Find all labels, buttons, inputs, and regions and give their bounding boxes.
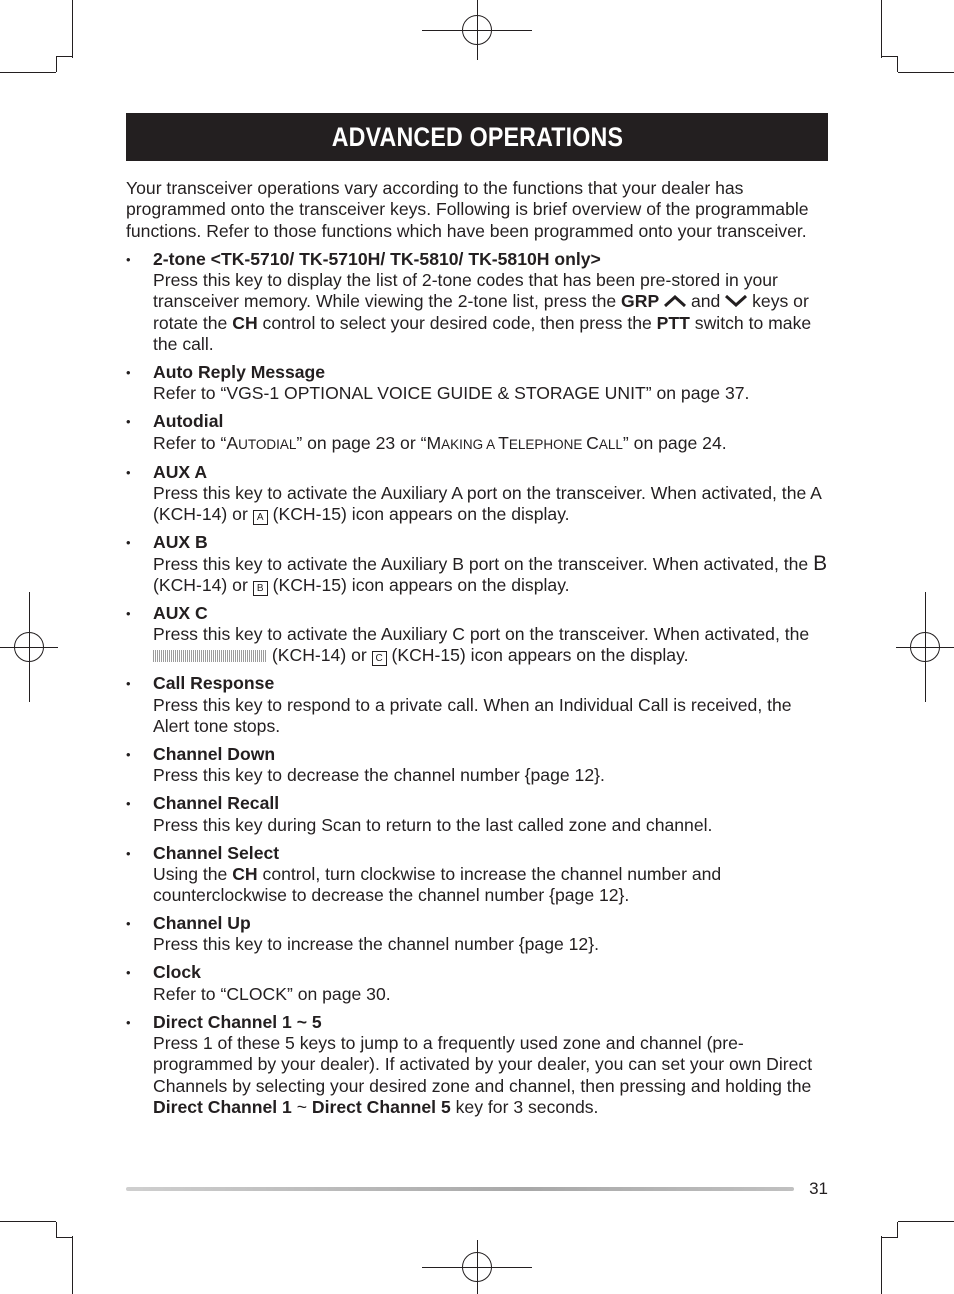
list-item-autodial [126,411,828,455]
list-item-channel-recall [126,793,828,836]
item-title: AUX C [153,602,208,623]
footer-rule [126,1187,794,1191]
bullet: • [126,464,131,480]
bullet: • [126,845,131,861]
bullet: • [126,676,131,692]
page-number: 31 [809,1179,828,1198]
page-title: ADVANCED OPERATIONS [331,121,623,152]
item-title: Channel Up [153,913,251,934]
content [126,178,828,1125]
bullet: • [126,916,131,932]
list-item-aux-b [126,532,828,596]
item-description: Using the CH control, turn clockwise to increase the channel number and counterclockwise to decrease the channel number {page 12}. [153,863,722,906]
bullet: • [126,605,131,621]
registration-mark-right [896,592,954,702]
item-title: Call Response [153,673,275,694]
item-title: Autodial [153,411,224,432]
list-item-channel-up [126,913,828,956]
item-title: AUX A [153,461,208,482]
item-description: Press this key to respond to a private call. When an Individual Call is received, the Alert tone stops. [153,694,792,736]
bullet: • [126,251,131,267]
item-description: Press this key to display the list of 2-tone codes that has been pre-stored in your transceiver memory. While viewing the 2-tone list, press the GRP and keys or rotate the CH control to select your desired code, then press the PTT switch to make the call. [153,270,812,355]
item-title: Channel Down [153,743,276,764]
bullet: • [126,414,131,430]
up-caret-icon [664,295,686,307]
list-item-aux-c [126,603,828,667]
item-title: Direct Channel 1 ~ 5 [153,1011,322,1032]
registration-mark-top [422,0,532,60]
item-description: Press this key to activate the Auxiliary B port on the transceiver. When activated, the B (KCH-14) or B (KCH-15) icon appears on the display. [153,551,828,595]
list-item-channel-down [126,744,828,787]
item-title: 2-tone <TK-5710/ TK-5710H/ TK-5810/ TK-5810H only> [153,248,601,269]
dotted-bitmap-icon [153,650,267,662]
item-description: Press 1 of these 5 keys to jump to a frequently used zone and channel (pre-programmed by your dealer). If activated by your dealer, you can set your own Direct Channels by selecting your desired zone and channel, then pressing and holding the Direct Channel 1 ~ Direct Channel 5 key for 3 seconds. [153,1032,813,1117]
list-item-direct-channel [126,1012,828,1118]
item-description: Refer to “CLOCK” on page 30. [153,983,391,1004]
item-description: Press this key to increase the channel number {page 12}. [153,934,599,955]
bullet: • [126,1014,131,1030]
item-title: AUX B [153,532,208,553]
aux-c-box-icon: C [372,651,387,666]
item-description: Refer to “VGS-1 OPTIONAL VOICE GUIDE & STORAGE UNIT” on page 37. [153,383,750,404]
item-description: Press this key to activate the Auxiliary C port on the transceiver. When activated, the (KCH-14) or C (KCH-15) icon appears on the display. [153,624,810,666]
item-description: Refer to “AUTODIAL” on page 23 or “MAKING A TELEPHONE CALL” on page 24. [153,432,727,453]
intro-paragraph: Your transceiver operations vary according to the functions that your dealer has programmed onto the transceiver keys. Following is brief overview of the programmable functions. Refer to those functions which have been programmed onto your transceiver. [126,178,809,241]
bullet: • [126,365,131,381]
item-title: Channel Select [153,842,280,863]
item-title: Auto Reply Message [153,362,326,383]
aux-b-box-icon: B [253,581,268,596]
item-description: Press this key to activate the Auxiliary A port on the transceiver. When activated, the A (KCH-14) or A (KCH-15) icon appears on the display. [153,482,821,525]
registration-mark-left [0,592,58,702]
list-item-channel-select [126,843,828,907]
registration-mark-bottom [422,1240,532,1294]
item-title: Channel Recall [153,793,280,814]
item-description: Press this key during Scan to return to the last called zone and channel. [153,814,713,835]
section-title-bar [126,113,828,161]
bullet: • [126,965,131,981]
bullet: • [126,796,131,812]
down-caret-icon [725,295,747,307]
list-item-auto-reply-message [126,362,828,405]
aux-a-box-icon: A [253,510,268,525]
item-description: Press this key to decrease the channel number {page 12}. [153,765,605,786]
bullet: • [126,746,131,762]
item-title: Clock [153,962,201,983]
aux-b-large-icon: B [813,551,828,575]
list-item-2-tone [126,249,828,355]
list-item-clock [126,962,828,1005]
bullet: • [126,535,131,551]
list-item-aux-a [126,462,828,526]
list-item-call-response [126,673,828,737]
